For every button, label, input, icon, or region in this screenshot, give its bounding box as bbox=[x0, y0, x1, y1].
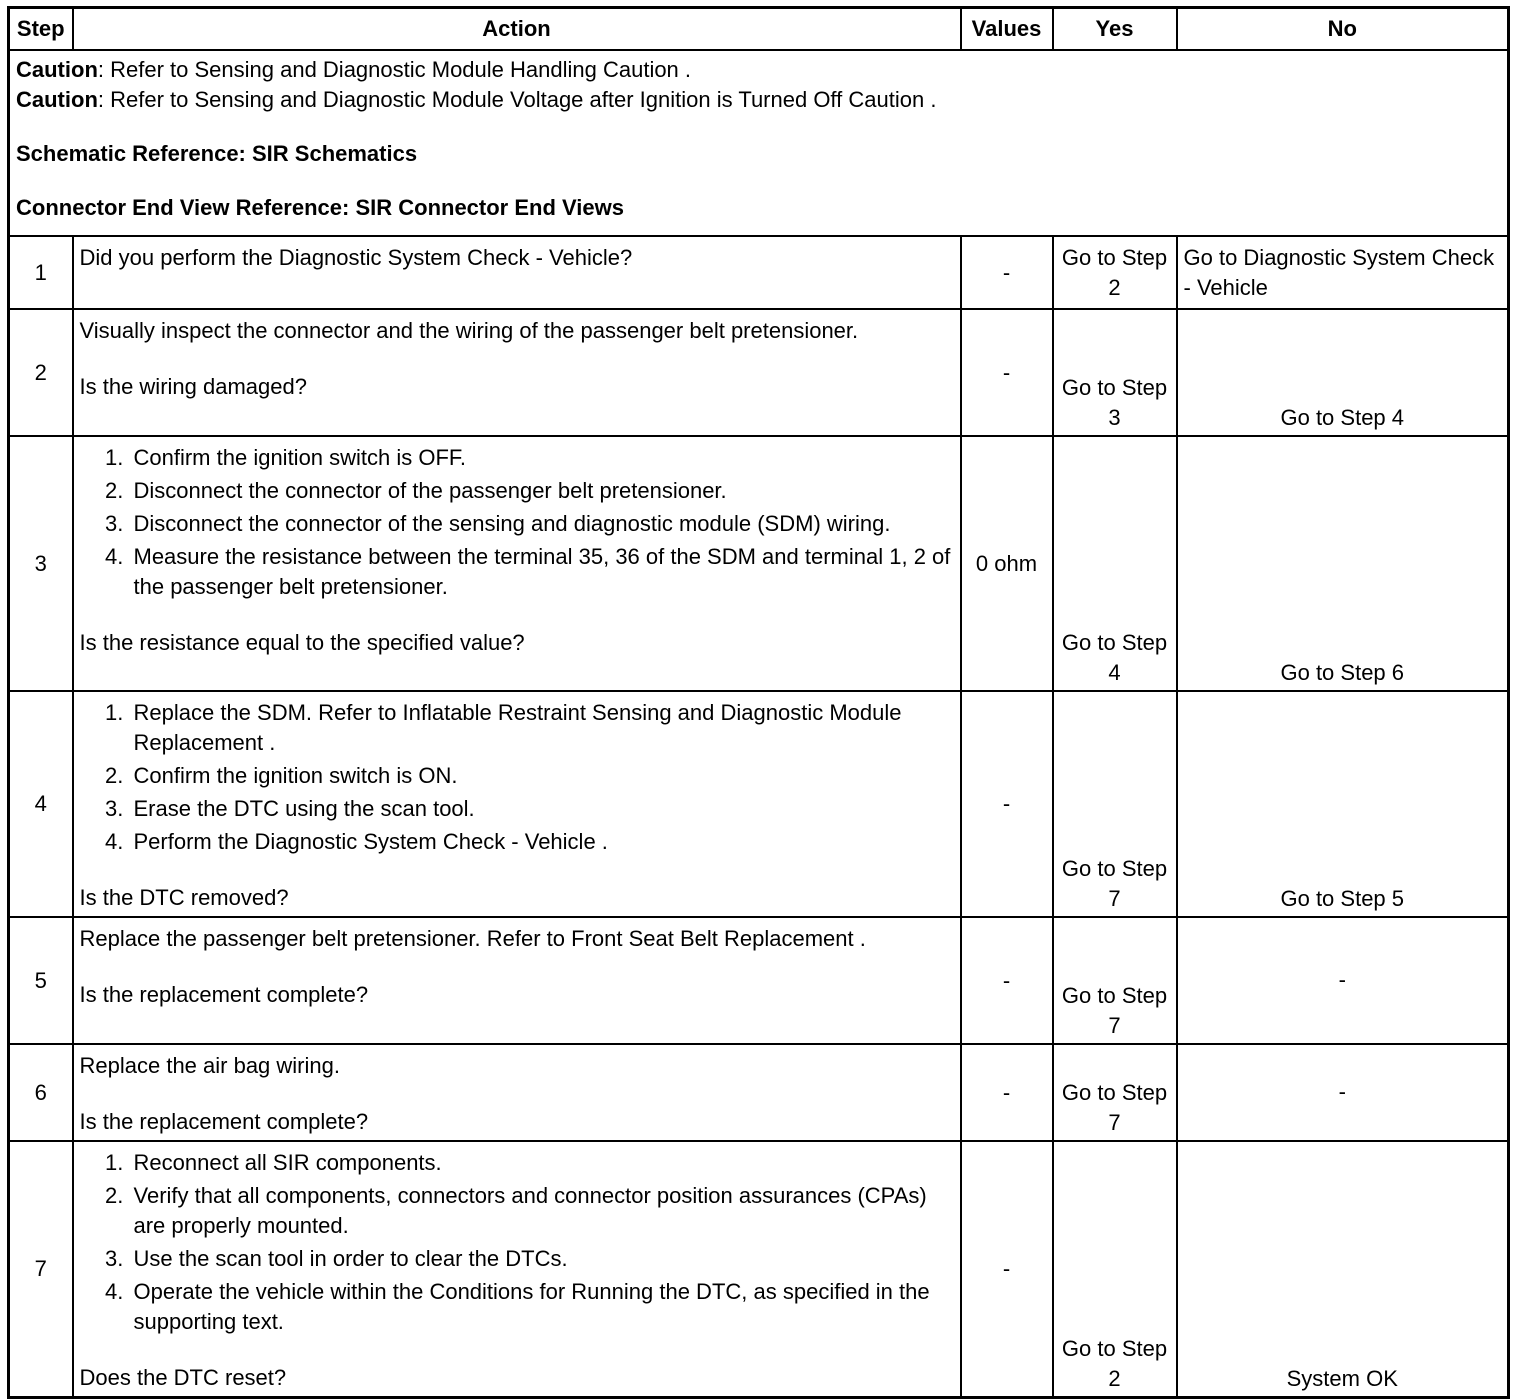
step-text: Visually inspect the connector and the wiring of the passenger belt pretensioner. bbox=[79, 318, 859, 343]
step-action bbox=[73, 1141, 961, 1397]
connector-reference: Connector End View Reference: SIR Connector End Views bbox=[16, 195, 624, 220]
step-number: 3 bbox=[9, 436, 73, 691]
header-action: Action bbox=[73, 8, 961, 51]
table-row bbox=[9, 236, 1509, 309]
step-value: - bbox=[961, 236, 1053, 309]
diagnostic-table bbox=[7, 6, 1510, 1399]
step-value: - bbox=[961, 917, 1053, 1044]
list-item: 3. Disconnect the connector of the sensing and diagnostic module (SDM) wiring. bbox=[130, 509, 954, 539]
header-row bbox=[9, 8, 1509, 51]
step-no: Go to Diagnostic System Check - Vehicle bbox=[1177, 236, 1509, 309]
step-action bbox=[73, 309, 961, 436]
caution-text: : Refer to Sensing and Diagnostic Module Voltage after Ignition is Turned Off Caution . bbox=[97, 87, 937, 112]
step-list bbox=[80, 1148, 954, 1337]
step-yes: Go to Step 7 bbox=[1053, 917, 1177, 1044]
caution-line-2 bbox=[16, 85, 1501, 115]
header-no: No bbox=[1177, 8, 1509, 51]
header-yes: Yes bbox=[1053, 8, 1177, 51]
step-question: Is the resistance equal to the specified value? bbox=[79, 630, 525, 655]
step-list bbox=[80, 443, 954, 602]
step-action bbox=[73, 691, 961, 917]
step-value: - bbox=[961, 1141, 1053, 1397]
table-row bbox=[9, 436, 1509, 691]
caution-label: Caution bbox=[16, 57, 98, 82]
step-number: 7 bbox=[9, 1141, 73, 1397]
step-no: Go to Step 6 bbox=[1177, 436, 1509, 691]
step-action bbox=[73, 236, 961, 309]
table-row bbox=[9, 917, 1509, 1044]
intro-row bbox=[9, 50, 1509, 236]
step-yes: Go to Step 7 bbox=[1053, 1044, 1177, 1141]
list-item: 2. Confirm the ignition switch is ON. bbox=[130, 761, 954, 791]
step-text: Replace the passenger belt pretensioner. Refer to Front Seat Belt Replacement . bbox=[79, 926, 866, 951]
step-text: Did you perform the Diagnostic System Check - Vehicle? bbox=[79, 245, 633, 270]
step-question: Does the DTC reset? bbox=[79, 1365, 287, 1390]
list-item: 1. Replace the SDM. Refer to Inflatable Restraint Sensing and Diagnostic Module Replacement . bbox=[130, 698, 954, 758]
step-no: Go to Step 5 bbox=[1177, 691, 1509, 917]
step-action bbox=[73, 917, 961, 1044]
step-yes: Go to Step 3 bbox=[1053, 309, 1177, 436]
step-action bbox=[73, 1044, 961, 1141]
list-item: 4. Perform the Diagnostic System Check - Vehicle . bbox=[130, 827, 954, 857]
caution-line-1 bbox=[16, 55, 1501, 85]
table-row bbox=[9, 691, 1509, 917]
list-item: 2. Verify that all components, connectors and connector position assurances (CPAs) are properly mounted. bbox=[130, 1181, 954, 1241]
list-item: 1. Reconnect all SIR components. bbox=[130, 1148, 954, 1178]
list-item: 3. Erase the DTC using the scan tool. bbox=[130, 794, 954, 824]
table-row bbox=[9, 1044, 1509, 1141]
step-yes: Go to Step 7 bbox=[1053, 691, 1177, 917]
step-question: Is the DTC removed? bbox=[79, 885, 289, 910]
list-item: 2. Disconnect the connector of the passenger belt pretensioner. bbox=[130, 476, 954, 506]
step-text: Replace the air bag wiring. bbox=[79, 1053, 340, 1078]
step-value: - bbox=[961, 309, 1053, 436]
step-yes: Go to Step 4 bbox=[1053, 436, 1177, 691]
step-value: 0 ohm bbox=[961, 436, 1053, 691]
step-question: Is the wiring damaged? bbox=[79, 374, 307, 399]
step-question: Is the replacement complete? bbox=[79, 982, 369, 1007]
step-question: Is the replacement complete? bbox=[79, 1109, 369, 1134]
step-no: System OK bbox=[1177, 1141, 1509, 1397]
schematic-reference: Schematic Reference: SIR Schematics bbox=[16, 141, 418, 166]
step-no: - bbox=[1177, 1044, 1509, 1141]
intro-cell bbox=[9, 50, 1509, 236]
list-item: 1. Confirm the ignition switch is OFF. bbox=[130, 443, 954, 473]
step-number: 2 bbox=[9, 309, 73, 436]
step-number: 1 bbox=[9, 236, 73, 309]
header-step: Step bbox=[9, 8, 73, 51]
step-number: 4 bbox=[9, 691, 73, 917]
diagnostic-table-wrapper bbox=[7, 6, 1507, 1399]
step-number: 6 bbox=[9, 1044, 73, 1141]
step-action bbox=[73, 436, 961, 691]
table-row bbox=[9, 1141, 1509, 1397]
table-row bbox=[9, 309, 1509, 436]
step-value: - bbox=[961, 691, 1053, 917]
step-no: Go to Step 4 bbox=[1177, 309, 1509, 436]
step-value: - bbox=[961, 1044, 1053, 1141]
step-yes: Go to Step 2 bbox=[1053, 1141, 1177, 1397]
list-item: 4. Operate the vehicle within the Conditions for Running the DTC, as specified in the supporting text. bbox=[130, 1277, 954, 1337]
header-values: Values bbox=[961, 8, 1053, 51]
list-item: 4. Measure the resistance between the terminal 35, 36 of the SDM and terminal 1, 2 of the passenger belt pretensioner. bbox=[130, 542, 954, 602]
step-yes: Go to Step 2 bbox=[1053, 236, 1177, 309]
caution-label: Caution bbox=[16, 87, 98, 112]
step-no: - bbox=[1177, 917, 1509, 1044]
step-list bbox=[80, 698, 954, 857]
list-item: 3. Use the scan tool in order to clear the DTCs. bbox=[130, 1244, 954, 1274]
caution-text: : Refer to Sensing and Diagnostic Module Handling Caution . bbox=[97, 57, 692, 82]
step-number: 5 bbox=[9, 917, 73, 1044]
